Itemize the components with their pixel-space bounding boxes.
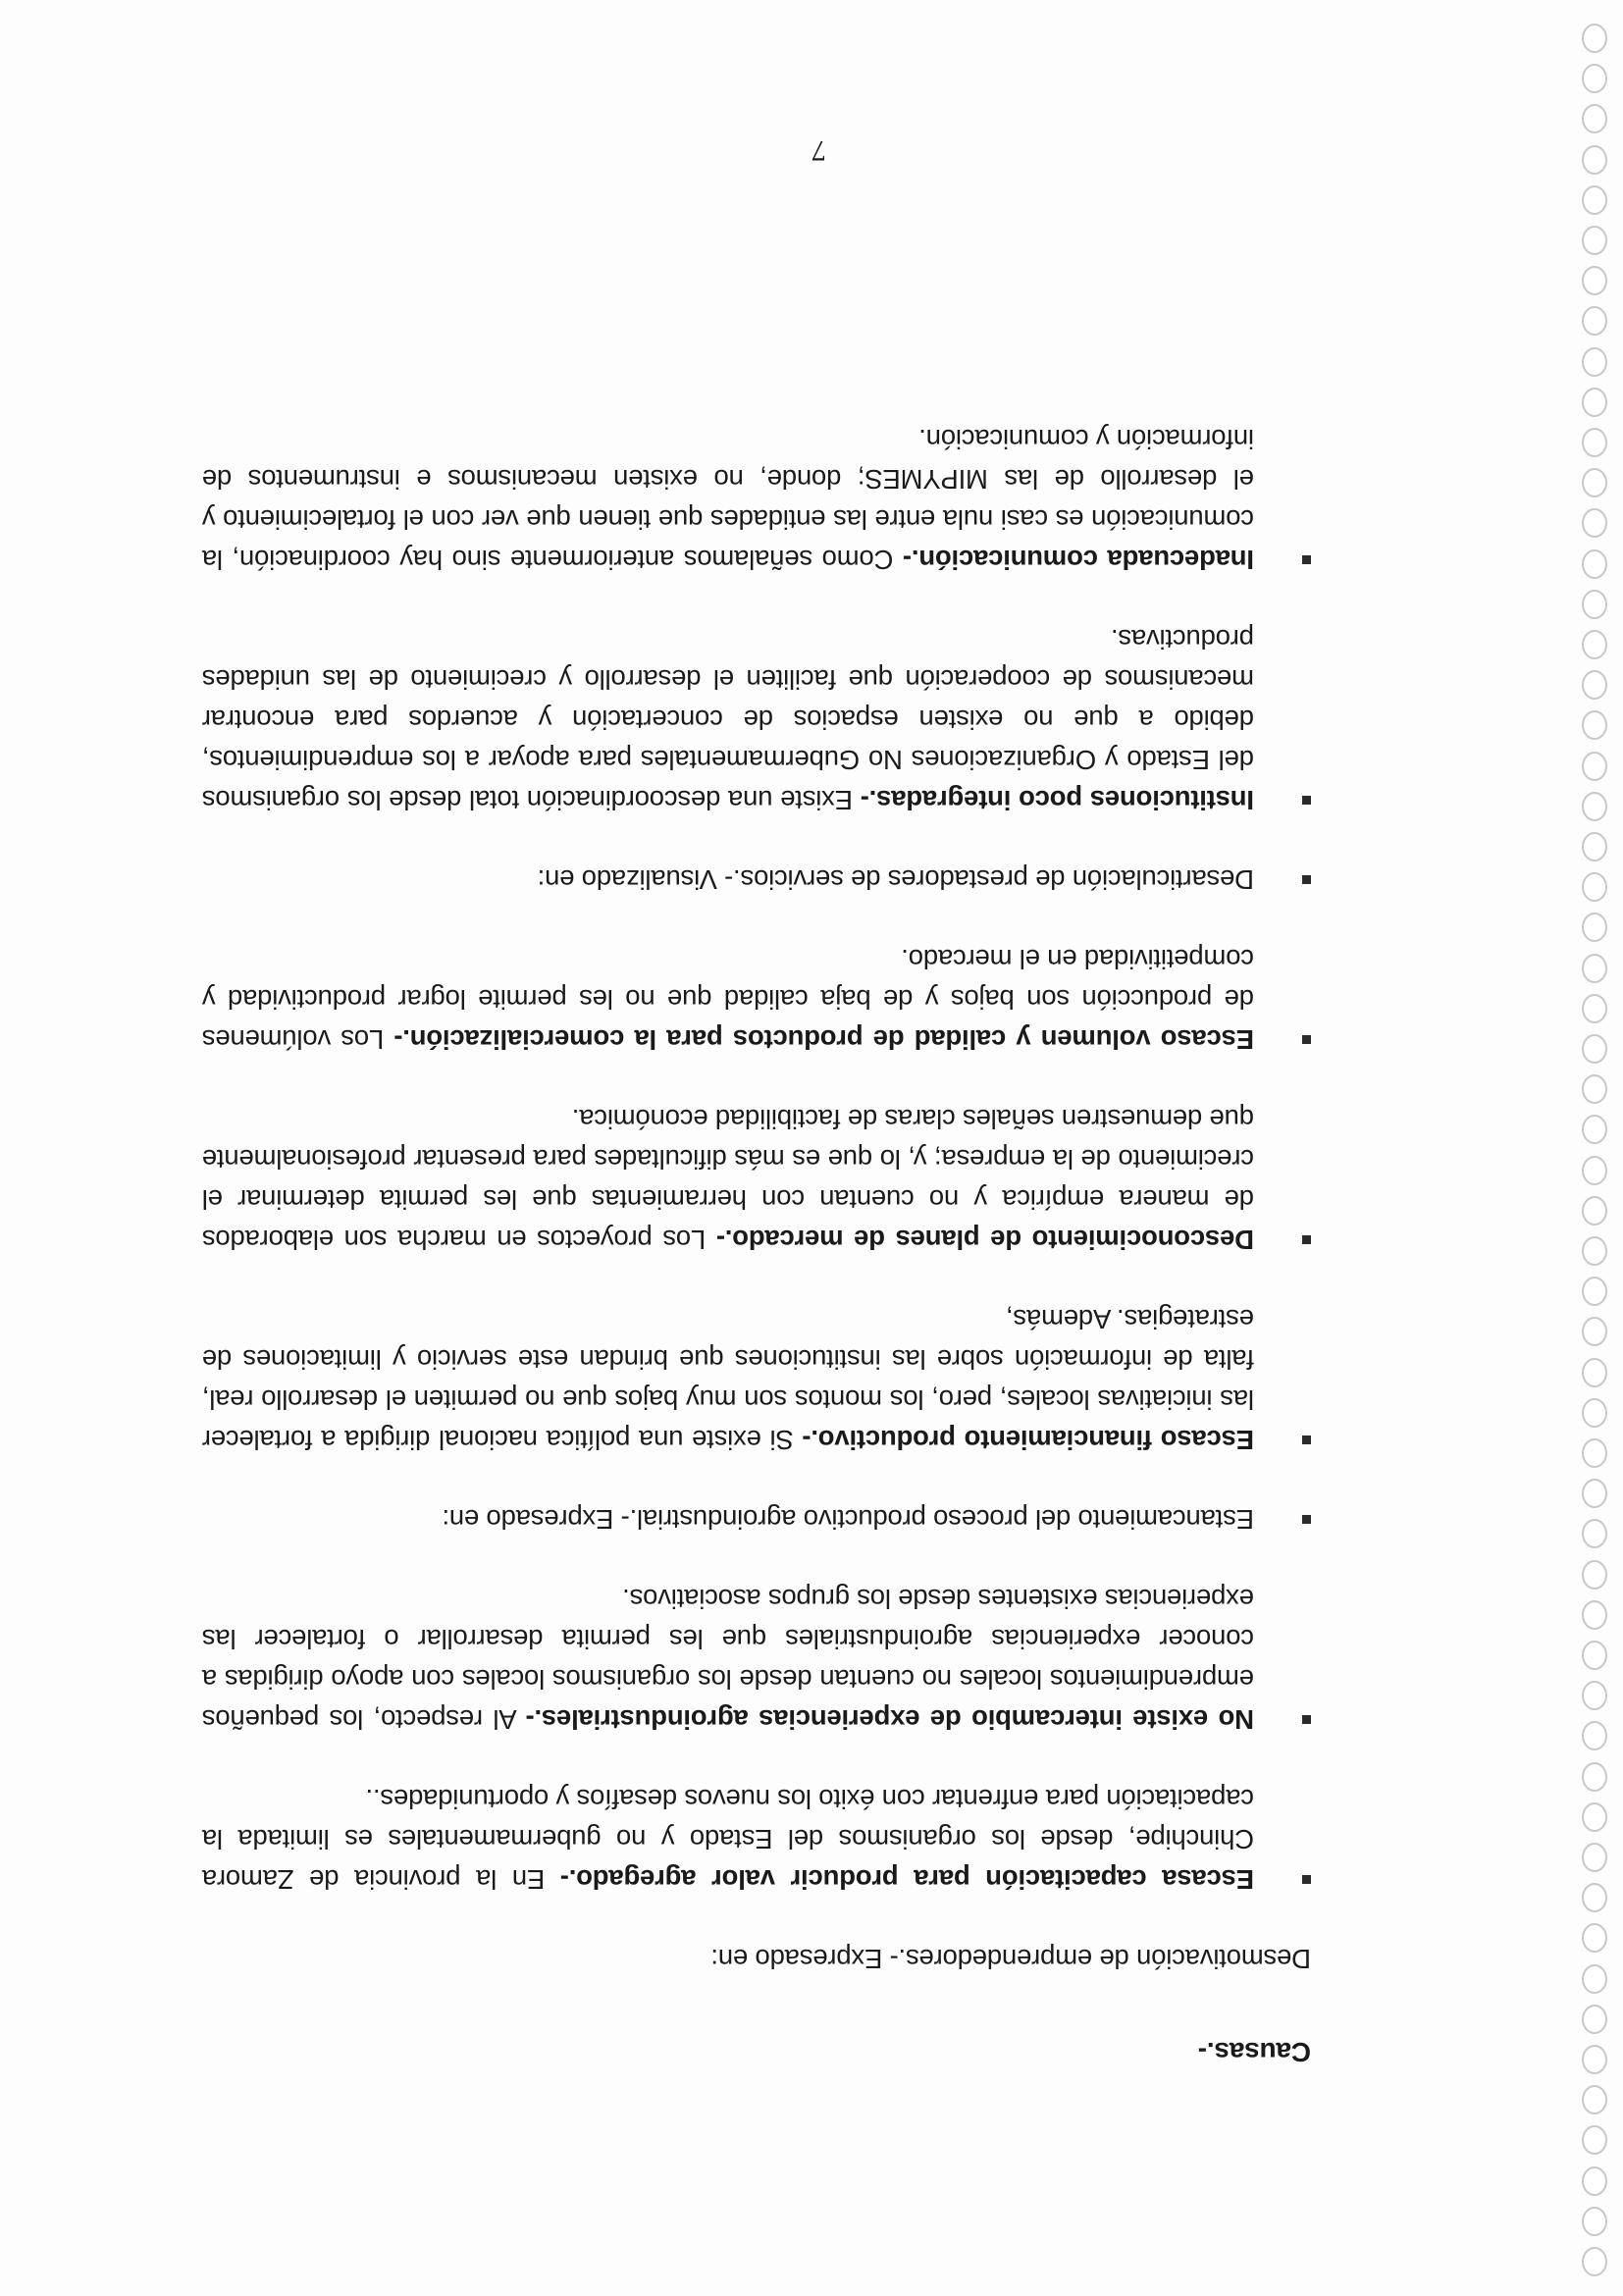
bullet-icon <box>1302 796 1311 805</box>
binder-hole <box>1582 1600 1607 1630</box>
binder-hole <box>1582 2166 1607 2196</box>
item-text: Estancamiento del proceso productivo agroindustrial.- Expresado en: <box>442 1504 1254 1535</box>
item-lead: Escaso financiamiento productivo.- <box>802 1425 1254 1455</box>
list-item <box>202 619 1311 820</box>
binder-hole <box>1582 1641 1607 1670</box>
list-item <box>202 419 1311 580</box>
binder-hole <box>1582 1277 1607 1306</box>
binder-hole <box>1582 1964 1607 1994</box>
item-text: Como señalamos anteriormente sino hay coordinación, la comunicación es casi nula entre las entidades que tienen que ver con el fortalecimiento y el desarrollo de las MIPYMES; donde, no existen mecanismos e instrumentos de información y comunicación. <box>202 424 1254 575</box>
binder-hole <box>1582 590 1607 619</box>
binder-hole <box>1582 226 1607 255</box>
binder-hole <box>1582 1115 1607 1144</box>
item-lead: Escasa capacitación para producir valor agregado.- <box>559 1864 1254 1895</box>
binder-hole <box>1582 1479 1607 1508</box>
bullet-icon <box>1302 1035 1311 1044</box>
binder-hole <box>1582 1074 1607 1104</box>
binder-hole <box>1582 872 1607 902</box>
item-text: Existe una descoordinación total desde los organismos del Estado y Organizaciones No Gubermamentales para apoyar a los emprendimientos, debido a que no existen espacios de concertación y acuerdos para encontrar mecanismos de cooperación que faciliten el desarrollo y crecimiento de las unidades productivas. <box>202 624 1254 815</box>
bullet-icon <box>1302 1435 1311 1444</box>
binder-hole <box>1582 994 1607 1023</box>
binder-hole <box>1582 24 1607 53</box>
item-text: Los volúmenes de producción son bajos y de baja calidad que no les permite lograr productividad y competitividad en el mercado. <box>202 944 1254 1055</box>
binder-hole <box>1582 1883 1607 1912</box>
binder-hole <box>1582 1560 1607 1590</box>
item-lead: Desconocimiento de planes de mercado.- <box>715 1225 1254 1255</box>
binder-holes <box>1578 20 1611 2276</box>
binder-hole <box>1582 1802 1607 1832</box>
item-text: Al respecto, los pequeños emprendimientos locales no cuentan desde los organismos locales con apoyo dirigidas a conocer experiencias agroindustriales que les permita desarrollar o fortalecer las experiencias existentes desde los grupos asociativos. <box>201 1584 1254 1735</box>
bullet-icon <box>1302 1715 1311 1724</box>
binder-hole <box>1582 1196 1607 1226</box>
binder-hole <box>1582 388 1607 417</box>
binder-hole <box>1582 1923 1607 1953</box>
list-item <box>202 1579 1311 1740</box>
binder-hole <box>1582 1236 1607 1266</box>
binder-hole <box>1582 1156 1607 1185</box>
binder-hole <box>1582 266 1607 295</box>
binder-hole <box>1582 508 1607 538</box>
list-item <box>202 1499 1311 1539</box>
bullet-icon <box>1302 875 1311 884</box>
binder-hole <box>1582 428 1607 457</box>
binder-hole <box>1582 347 1607 377</box>
binder-hole <box>1582 2125 1607 2155</box>
list-item <box>202 939 1311 1060</box>
binder-hole <box>1582 1438 1607 1468</box>
binder-hole <box>1582 2207 1607 2236</box>
item-lead: No existe intercambio de experiencias agroindustriales.- <box>525 1704 1254 1735</box>
binder-hole <box>1582 1034 1607 1064</box>
page-number: 7 <box>812 134 826 167</box>
binder-hole <box>1582 1358 1607 1387</box>
binder-hole <box>1582 710 1607 740</box>
binder-hole <box>1582 185 1607 215</box>
bullet-icon <box>1302 555 1311 564</box>
item-text: Desarticulación de prestadores de servicios.- Visualizado en: <box>537 864 1254 895</box>
binder-hole <box>1582 64 1607 93</box>
binder-hole <box>1582 913 1607 942</box>
list-item <box>202 1779 1311 1900</box>
binder-hole <box>1582 1519 1607 1548</box>
binder-hole <box>1582 630 1607 659</box>
binder-hole <box>1582 1721 1607 1750</box>
bullet-icon <box>1302 1235 1311 1244</box>
bullet-icon <box>1302 1875 1311 1884</box>
binder-hole <box>1582 1398 1607 1428</box>
page-content <box>202 380 1311 2072</box>
binder-hole <box>1582 1317 1607 1346</box>
binder-hole <box>1582 832 1607 861</box>
binder-hole <box>1582 1762 1607 1792</box>
binder-hole <box>1582 792 1607 821</box>
binder-hole <box>1582 1843 1607 1872</box>
binder-hole <box>1582 1681 1607 1710</box>
binder-hole <box>1582 145 1607 175</box>
item-text: Si existe una política nacional dirigida a fortalecer las iniciativas locales, pero, los montos son muy bajos que no permiten el desarrollo real, falta de información sobre las instituciones que brindan este servicio y limitaciones de estrategias. Además, <box>202 1304 1254 1455</box>
intro-paragraph: Desmotivación de emprendedores.- Expresado en: <box>710 1944 1311 1974</box>
binder-hole <box>1582 2005 1607 2034</box>
list-item <box>202 1099 1311 1260</box>
binder-hole <box>1582 104 1607 133</box>
item-lead: Inadecuada comunicación.- <box>903 545 1254 575</box>
section-heading: Causas.- <box>1197 2037 1311 2067</box>
binder-hole <box>1582 2045 1607 2074</box>
binder-hole <box>1582 752 1607 781</box>
binder-hole <box>1582 670 1607 700</box>
binder-hole <box>1582 954 1607 983</box>
item-lead: Instituciones poco integradas.- <box>860 785 1254 815</box>
bullet-icon <box>1302 1515 1311 1524</box>
binder-hole <box>1582 306 1607 336</box>
list-item <box>202 1299 1311 1460</box>
item-text: Los proyectos en marcha son elaborados de manera empírica y no cuentan con herramientas que les permita determinar el crecimiento de la empresa; y, lo que es más dificultades para presentar profesionalmente que demuestren señales claras de factibilidad económica. <box>202 1104 1254 1255</box>
binder-hole <box>1582 2247 1607 2276</box>
binder-hole <box>1582 2085 1607 2114</box>
binder-hole <box>1582 549 1607 579</box>
item-text: En la provincia de Zamora Chinchipe, desde los organismos del Estado y no gubermamentales es limitada la capacitación para enfrentar con éxito los nuevos desafíos y oportunidades.. <box>202 1784 1254 1895</box>
binder-hole <box>1582 468 1607 497</box>
item-lead: Escaso volumen y calidad de productos para la comercialización.- <box>393 1024 1254 1055</box>
list-item <box>202 860 1311 900</box>
